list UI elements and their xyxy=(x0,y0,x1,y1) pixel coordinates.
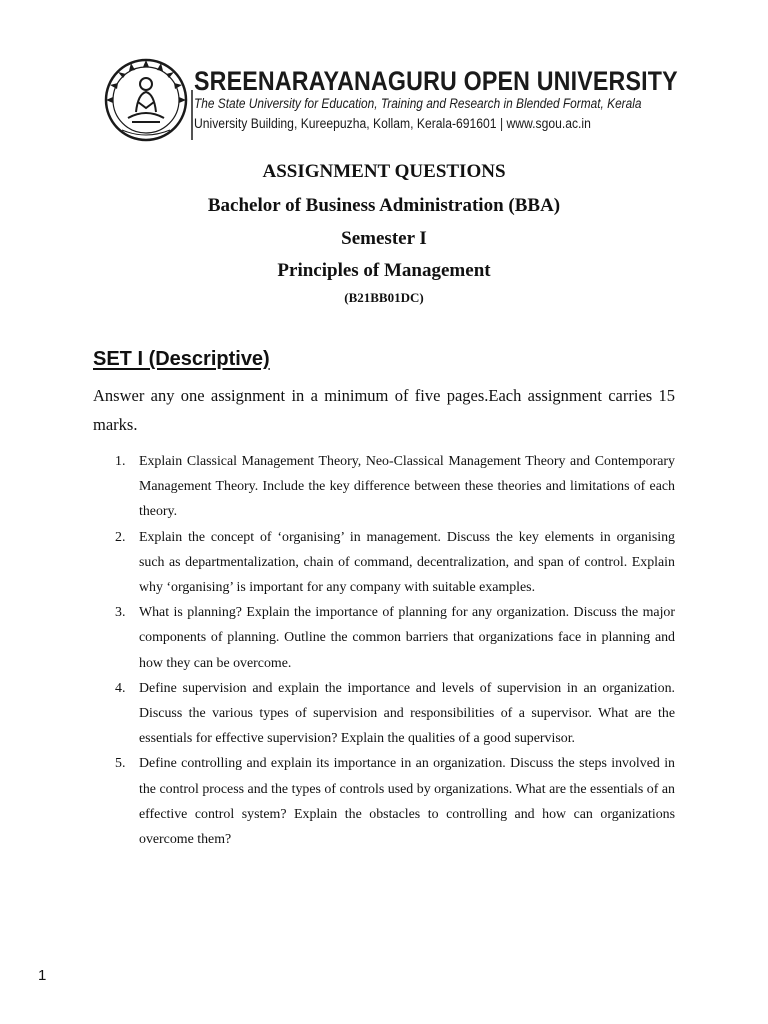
course-title: Principles of Management xyxy=(277,260,491,281)
semester-title: Semester I xyxy=(341,228,427,249)
question-item xyxy=(93,676,675,752)
letterhead xyxy=(102,56,682,146)
page-number: 1 xyxy=(38,967,47,984)
question-item xyxy=(93,449,675,525)
question-number: 5. xyxy=(115,756,126,772)
university-logo xyxy=(102,56,190,144)
question-number: 4. xyxy=(115,680,126,696)
question-number: 2. xyxy=(115,529,126,545)
program-title: Bachelor of Business Administration (BBA) xyxy=(207,195,561,216)
question-number: 3. xyxy=(115,605,126,621)
question-text: What is planning? Explain the importance of planning for any organization. Discuss the major components of planning. Outline the common barriers that organizations face in planning and how they can be overcome. xyxy=(139,605,675,671)
university-name: SREENARAYANAGURU OPEN UNIVERSITY xyxy=(194,66,678,96)
document-heading: ASSIGNMENT QUESTIONS xyxy=(262,161,506,182)
question-item xyxy=(93,751,675,852)
question-text: Define supervision and explain the importance and levels of supervision in an organization. Discuss the various types of supervision and responsibilities of a supervisor. What are the essentials for effective supervision? Explain the qualities of a good supervisor. xyxy=(139,680,675,747)
course-code: (B21BB01DC) xyxy=(344,290,424,305)
set-instructions: Answer any one assignment in a minimum of five pages.Each assignment carries 15 marks. xyxy=(93,386,675,434)
question-number: 1. xyxy=(115,454,126,469)
question-text: Explain Classical Management Theory, Neo-Classical Management Theory and Contemporary Management Theory. Include the key difference between these theories and limitations of each theory. xyxy=(139,454,675,520)
set-heading: SET I (Descriptive) xyxy=(93,348,270,370)
question-text: Explain the concept of ‘organising’ in management. Discuss the key elements in organising such as departmentalization, chain of command, decentralization, and span of control. Explain why ‘organising’ is important for any company with suitable examples. xyxy=(139,529,675,596)
question-item xyxy=(93,525,675,601)
question-text: Define controlling and explain its importance in an organization. Discuss the steps involved in the control process and the types of controls used by organizations. What are the essentials of an effective control system? Explain the obstacles to controlling and how can organizations overcome them? xyxy=(139,756,675,848)
university-tagline: The State University for Education, Training and Research in Blended Format, Kerala xyxy=(194,96,642,111)
university-address: University Building, Kureepuzha, Kollam, Kerala-691601 | www.sgou.ac.in xyxy=(194,116,591,131)
document-titles xyxy=(0,158,768,307)
question-list xyxy=(93,449,675,852)
question-item xyxy=(93,600,675,676)
